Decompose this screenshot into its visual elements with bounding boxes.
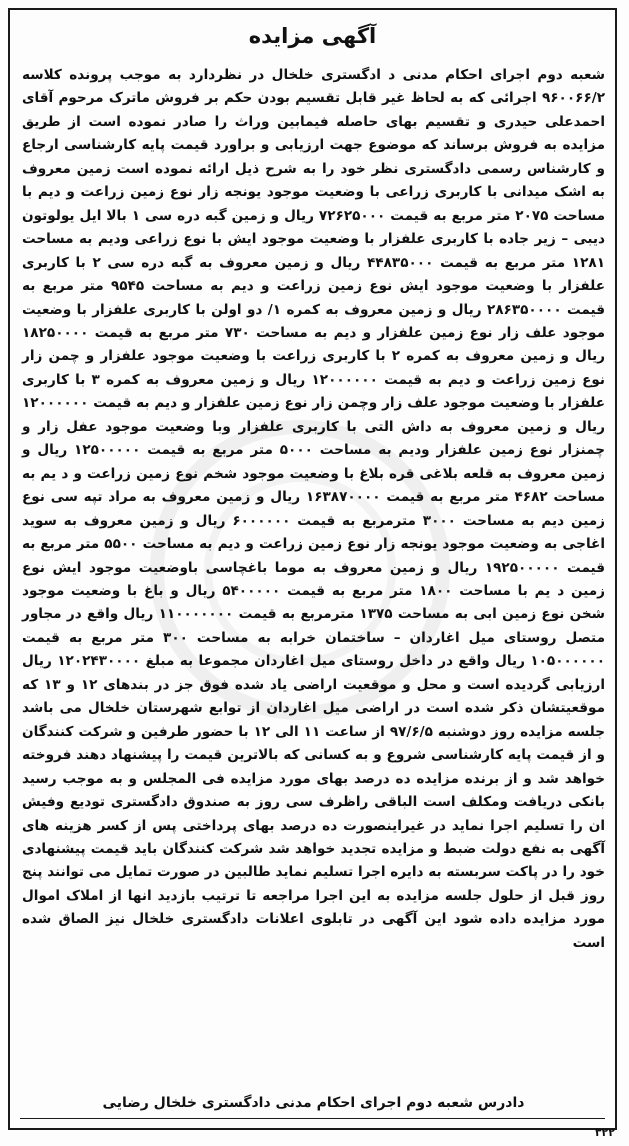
bottom-divider <box>20 1118 605 1119</box>
notice-frame <box>8 8 617 1130</box>
page-number: ۳۲۲ <box>594 1126 615 1139</box>
notice-signature: دادرس شعبه دوم اجرای احکام مدنی دادگستری خلخال رضایی <box>102 1095 525 1111</box>
notice-body: شعبه دوم اجرای احکام مدنی د ادگستری خلخال در نظردارد به موجب پرونده کلاسه ۹۶۰۰۶۶/۲ اجرائی که به لحاظ غیر قابل تقسیم بودن حکم بر فروش ماترک مرحوم آقای احمدعلی حیدری و تقسیم بهای حاصله فیمابین وراث را صادر نموده است از طریق مزایده به فروش برساند که موضوع جهت ارزیابی و براورد قیمت پایه کارشناسی ارجاع و کارشناس رسمی دادگستری نظر خود را به شرح ذیل ارائه نموده است زمین معروف به اشک میدانی با کاربری زراعی با وضعیت موجود یونجه زار نوع زمین زراعت و دیم با مساحت ۲۰۷۵ متر مربع به قیمت ۷۲۶۲۵۰۰۰ ریال و زمین گبه دره سی ۱ بالا ایل یولوتون دیبی – زیر جاده با کاربری علفزار با وضعیت موجود ایش با نوع زراعی ودیم به مساحت ۱۲۸۱ متر مربع به قیمت ۴۴۸۳۵۰۰۰ ریال و زمین معروف به گبه دره سی ۲ با کاربری علفزار با وضعیت موجود ایش نوع زمین زراعت و دیم به مساحت ۹۵۴۵ متر مربع به قیمت ۲۸۶۳۵۰۰۰۰ ریال و زمین معروف به کمره ۱/ دو اولن با کاربری علفزار با وضعیت موجود علف زار نوع زمین علفزار و دیم به مساحت ۷۳۰ متر مربع به قیمت ۱۸۲۵۰۰۰۰ ریال و زمین معروف به کمره ۲ با کاربری زراعت با وضعیت موجود علفزار و چمن زار نوع زمین زراعت و دیم به قیمت ۱۲۰۰۰۰۰۰ ریال و زمین معروف به کمره ۳ با کاربری علفزار با وضعیت موجود علف زار وچمن زار نوع زمین علفزار و دیم به قیمت ۱۲۰۰۰۰۰۰ ریال و زمین معروف به داش التی با کاربری علفزار وبا وضعیت موجود عفل زار و چمنزار نوع زمین علفزار ودیم به مساحت ۵۰۰۰ متر مربع به قیمت ۱۲۵۰۰۰۰۰ ریال و زمین معروف به قلعه بلاغی قره بلاغ با وضعیت موجود شخم نوع زمین زراعت و د یم به مساحت ۴۶۸۲ متر مربع به قیمت ۱۶۳۸۷۰۰۰۰ ریال و زمین معروف به مراد تپه سی نوع زمین دیم به مساحت ۳۰۰۰ مترمربع به قیمت ۶۰۰۰۰۰۰ ریال و زمین معروف به سوید اغاجی به وضعیت موجود یونجه زار نوع زمین زراعت و دیم به مساحت ۵۵۰۰ متر مربع به قیمت ۱۹۲۵۰۰۰۰۰ ریال و زمین معروف به موما باغچاسی باوضعیت موجود ایش نوع زمین د یم با مساحت ۱۸۰۰ متر مربع به قیمت ۵۴۰۰۰۰۰ ریال و باغ با وضعیت موجود شخن نوع زمین ابی به مساحت ۱۳۷۵ مترمربع به قیمت ۱۱۰۰۰۰۰۰۰ ریال واقع در مجاور متصل روستای میل اغاردان – ساختمان خرابه به مساحت ۳۰۰ متر مربع به قیمت ۱۰۵۰۰۰۰۰۰ ریال واقع در داخل روستای میل اغاردان مجموعا به مبلغ ۱۲۰۲۴۳۰۰۰۰ ریال ارزیابی گردیده است و محل و موقعیت اراضی یاد شده فوق جز در بندهای ۱۲ و ۱۳ که موقعیتشان ذکر شده است در اراضی میل اغاردان از توابع شهرستان خلخال می باشد جلسه مزایده روز دوشنبه ۹۷/۶/۵ از ساعت ۱۱ الی ۱۲ با حضور طرفین و شرکت کنندگان و از قیمت پایه کارشناسی شروع و به کسانی که بالاترین قیمت را پیشنهاد دهند فروخته خواهد شد و از برنده مزایده ده درصد بهای مورد مزایده فی المجلس و به موجب رسید بانکی دریافت ومکلف است الباقی راظرف سی روز به صندوق دادگستری تودیع وفیش ان را تسلیم اجرا نماید در غیراینصورت ده درصد بهای پرداختی پس از کسر هزینه های آگهی به نفع دولت ضبط و مزایده تجدید خواهد شد شرکت کنندگان باید قیمت پیشنهادی خود را در پاکت سربسته به دایره اجرا تسلیم نماید طالبین در صورت تمایل می توانند پنج روز قبل از حلول جلسه مزایده به این اجرا مراجعه تا ترتیب بازدید انها از املاک اموال مورد مزایده داده شود این آگهی در تابلوی اعلانات دادگستری خلخال نیز الصاق شده است <box>22 67 606 951</box>
notice-title: آگهی مزایده <box>248 24 377 48</box>
